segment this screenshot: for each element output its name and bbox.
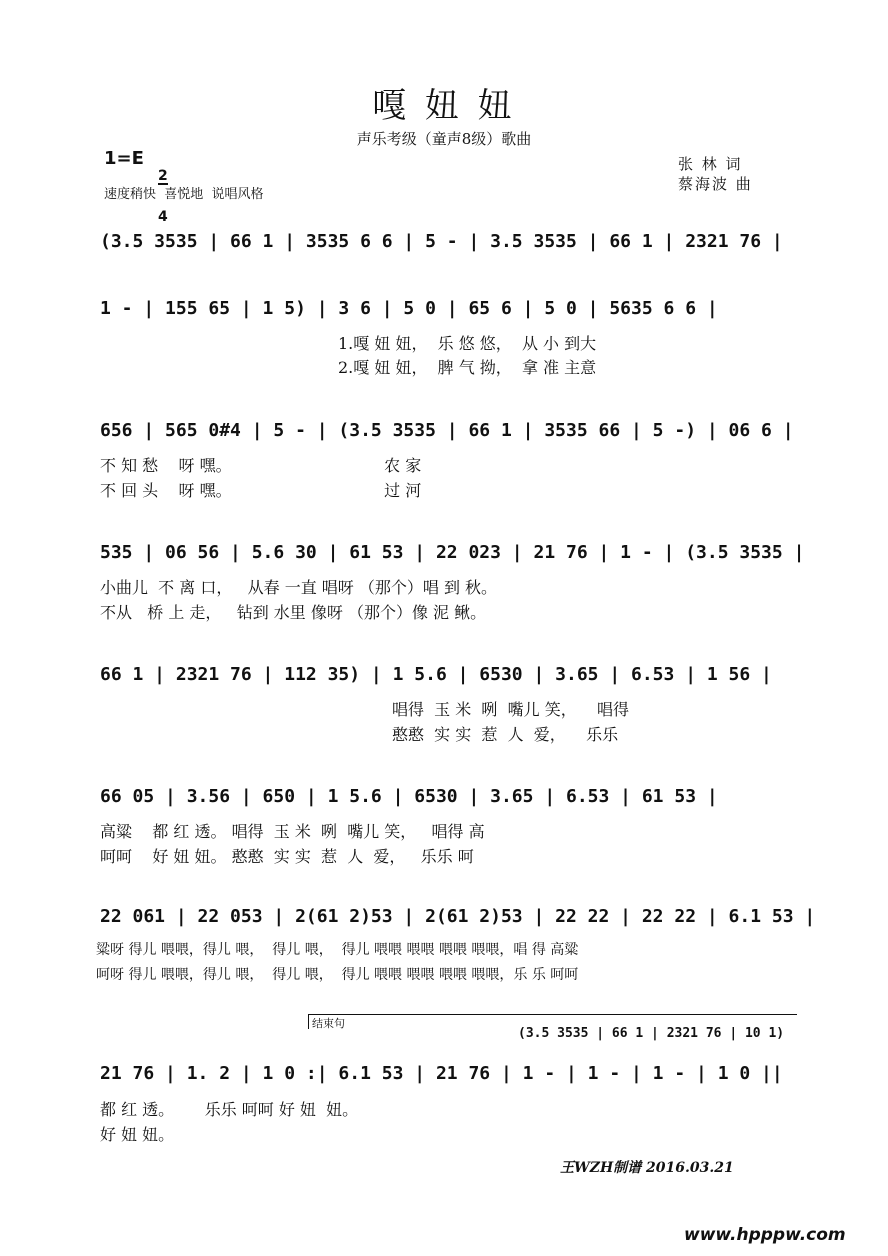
lyrics-row-3-verse-1: 不 知 愁 呀 嘿。 农 家 xyxy=(100,456,422,475)
notation-row-8: 21 76 | 1. 2 | 1 0 :| 6.1 53 | 21 76 | 1 - | 1 - | 1 - | 1 0 || xyxy=(100,1063,783,1084)
lyrics-row-8-verse-2: 好 妞 妞。 xyxy=(100,1125,175,1144)
composer-credit: 蔡海波 曲 xyxy=(678,175,753,193)
lyrics-row-4-verse-2: 不从 桥 上 走， 钻到 水里 像呀 （那个）像 泥 鳅。 xyxy=(100,603,487,622)
meter-bottom: 4 xyxy=(158,209,168,225)
ending-label: 结束句 xyxy=(312,1017,345,1030)
lyrics-row-8-verse-1: 都 红 透。 乐乐 呵呵 好 妞 妞。 xyxy=(100,1100,359,1119)
transcriber-credit: 王WZH制谱 2016.03.21 xyxy=(560,1160,734,1176)
lyrics-row-7-verse-1: 粱呀 得儿 喂喂，得儿 喂， 得儿 喂， 得儿 喂喂 喂喂 喂喂 喂喂，唱 得 高粱 xyxy=(96,942,579,958)
notation-row-7: 22 061 | 22 053 | 2(61 2)53 | 2(61 2)53 | 22 22 | 22 22 | 6.1 53 | xyxy=(100,906,816,927)
lyrics-row-4-verse-1: 小曲儿 不 离 口， 从春 一直 唱呀 （那个）唱 到 秋。 xyxy=(100,578,498,597)
notation-row-2: 1 - | 155 65 | 1 5) | 3 6 | 5 0 | 65 6 | 5 0 | 5635 6 6 | xyxy=(100,298,718,319)
lyrics-row-3-verse-2: 不 回 头 呀 嘿。 过 河 xyxy=(100,481,422,500)
notation-row-1: (3.5 3535 | 66 1 | 3535 6 6 | 5 - | 3.5 3535 | 66 1 | 2321 76 | xyxy=(100,231,783,252)
song-title: 嘎 妞 妞 xyxy=(372,86,516,126)
website-watermark: www.hpppw.com xyxy=(684,1225,846,1245)
key-signature: 1=E xyxy=(104,148,144,169)
tempo-marking: 速度稍快 喜悦地 说唱风格 xyxy=(104,187,264,202)
lyrics-row-5-verse-2: 憨憨 实 实 惹 人 爱， 乐乐 xyxy=(392,725,619,744)
notation-row-5: 66 1 | 2321 76 | 112 35) | 1 5.6 | 6530 | 3.65 | 6.53 | 1 56 | xyxy=(100,664,772,685)
notation-row-8-accompaniment: (3.5 3535 | 66 1 | 2321 76 | 10 1) xyxy=(518,1026,785,1041)
notation-row-6: 66 05 | 3.56 | 650 | 1 5.6 | 6530 | 3.65 | 6.53 | 61 53 | xyxy=(100,786,718,807)
meter-top: 2 xyxy=(158,168,168,184)
notation-row-4: 535 | 06 56 | 5.6 30 | 61 53 | 22 023 | 21 76 | 1 - | (3.5 3535 | xyxy=(100,542,805,563)
lyrics-row-7-verse-2: 呵呀 得儿 喂喂，得儿 喂， 得儿 喂， 得儿 喂喂 喂喂 喂喂 喂喂，乐 乐 呵呵 xyxy=(96,967,579,983)
notation-row-3: 656 | 565 0#4 | 5 - | (3.5 3535 | 66 1 | 3535 66 | 5 -) | 06 6 | xyxy=(100,420,794,441)
lyrics-row-6-verse-1: 高粱 都 红 透。 唱得 玉 米 咧 嘴儿 笑， 唱得 高 xyxy=(100,822,485,841)
lyrics-row-2-verse-1: 1.嘎 妞 妞， 乐 悠 悠， 从 小 到大 xyxy=(338,334,597,353)
lyrics-row-2-verse-2: 2.嘎 妞 妞， 脾 气 拗， 拿 准 主意 xyxy=(338,358,597,377)
lyricist-credit: 张 林 词 xyxy=(678,155,743,173)
song-subtitle: 声乐考级（童声8级）歌曲 xyxy=(356,130,532,148)
lyrics-row-6-verse-2: 呵呵 好 妞 妞。 憨憨 实 实 惹 人 爱， 乐乐 呵 xyxy=(100,847,474,866)
lyrics-row-5-verse-1: 唱得 玉 米 咧 嘴儿 笑， 唱得 xyxy=(392,700,630,719)
